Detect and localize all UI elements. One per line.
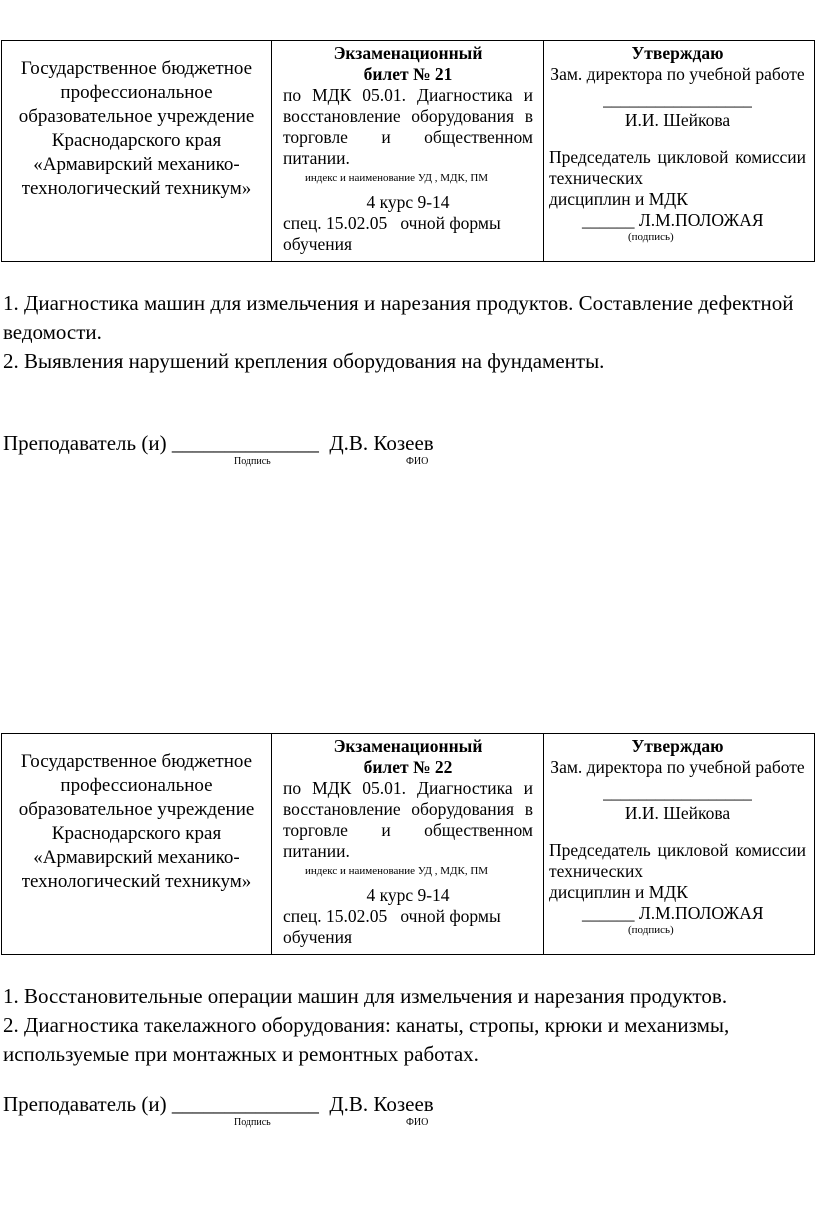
exam-title: Экзаменационный (333, 43, 483, 63)
exam-title: Экзаменационный (333, 736, 483, 756)
organization-name: Государственное бюджетное профессиональное образовательное учреждение Краснодарского края «Армавирский механико-технологический техникум» (18, 751, 255, 892)
exam-ticket-21 (0, 40, 816, 470)
ticket-number: билет № 21 (363, 64, 453, 84)
questions-block (0, 289, 815, 376)
chair-title-end: дисциплин и МДК (549, 189, 688, 209)
org-cell (2, 41, 272, 262)
chair-title-end: дисциплин и МДК (549, 882, 688, 902)
ticket-number: билет № 22 (363, 757, 453, 777)
teacher-line: Преподаватель (и) ______________ Д.В. Козеев (3, 431, 434, 455)
question-2: 2. Выявления нарушений крепления оборудования на фундаменты. (3, 349, 605, 373)
deputy-name: И.И. Шейкова (624, 803, 731, 823)
chair-signature: ______ Л.М.ПОЛОЖАЯ (582, 903, 764, 923)
label-fio: ФИО (406, 456, 429, 467)
chair-title: Председатель цикловой комиссии технических (549, 840, 806, 881)
approve-heading: Утверждаю (631, 43, 724, 63)
specialty-info: спец. 15.02.05 очной формы обучения (283, 906, 506, 947)
signature-caption: (подпись) (628, 924, 674, 936)
mdk-description: по МДК 05.01. Диагностика и восстановление оборудования в торговле и общественном питании. (283, 778, 533, 861)
deputy-name: И.И. Шейкова (624, 110, 731, 130)
org-cell (2, 734, 272, 955)
questions-block (0, 982, 815, 1069)
signature-labels (0, 1117, 816, 1131)
exam-cell (272, 734, 544, 955)
course-info: 4 курс 9-14 (366, 192, 450, 212)
question-1: 1. Диагностика машин для измельчения и нарезания продуктов. Составление дефектной ведомости. (3, 291, 794, 344)
specialty-info: спец. 15.02.05 очной формы обучения (283, 213, 506, 254)
organization-name: Государственное бюджетное профессиональное образовательное учреждение Краснодарского края «Армавирский механико-технологический техникум» (18, 58, 255, 199)
ticket-header-table (1, 40, 815, 262)
deputy-signature-line: _________________ (603, 89, 752, 109)
mdk-description: по МДК 05.01. Диагностика и восстановление оборудования в торговле и общественном питании. (283, 85, 533, 168)
label-signature: Подпись (234, 456, 271, 467)
question-2: 2. Диагностика такелажного оборудования: канаты, стропы, крюки и механизмы, используемые при монтажных и ремонтных работах. (3, 1013, 730, 1066)
exam-cell (272, 41, 544, 262)
deputy-title: Зам. директора по учебной работе (550, 757, 805, 777)
ticket-header-table (1, 733, 815, 955)
chair-signature: ______ Л.М.ПОЛОЖАЯ (582, 210, 764, 230)
exam-ticket-22 (0, 733, 816, 1131)
chair-title: Председатель цикловой комиссии технических (549, 147, 806, 188)
approval-cell (544, 41, 815, 262)
index-note: индекс и наименование УД , МДК, ПМ (305, 172, 489, 184)
label-signature: Подпись (234, 1117, 271, 1128)
deputy-signature-line: _________________ (603, 782, 752, 802)
signature-labels (0, 456, 816, 470)
approval-cell (544, 734, 815, 955)
teacher-line: Преподаватель (и) ______________ Д.В. Козеев (3, 1092, 434, 1116)
label-fio: ФИО (406, 1117, 429, 1128)
question-1: 1. Восстановительные операции машин для измельчения и нарезания продуктов. (3, 984, 728, 1008)
deputy-title: Зам. директора по учебной работе (550, 64, 805, 84)
course-info: 4 курс 9-14 (366, 885, 450, 905)
index-note: индекс и наименование УД , МДК, ПМ (305, 865, 489, 877)
approve-heading: Утверждаю (631, 736, 724, 756)
signature-caption: (подпись) (628, 231, 674, 243)
